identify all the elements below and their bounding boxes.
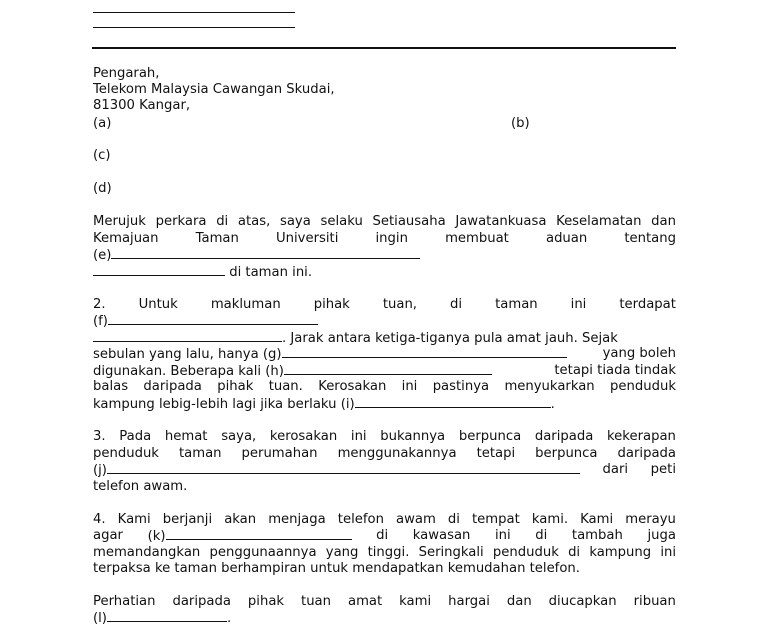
p4-line-3: memandangkan penggunaannya yang tinggi. Seringkali penduduk di kampung ini	[93, 545, 676, 560]
header-divider	[92, 47, 676, 49]
closing-line-1: Perhatian daripada pihak tuan amat kami hargai dan diucapkan ribuan	[93, 594, 676, 609]
blank-h[interactable]	[284, 363, 492, 375]
p3-line-3: (j) dari peti	[93, 462, 676, 478]
p2-line-7: kampung lebig-lebih lagi jika berlaku (i) .	[93, 397, 555, 412]
p3-line-2: penduduk taman perumahan menggunakannya tetapi berpunca daripada	[93, 446, 676, 461]
blank-g[interactable]	[282, 346, 567, 358]
blank-e[interactable]	[111, 247, 420, 259]
p1-line-2: Kemajuan Taman Universiti ingin membuat aduan tentang	[93, 231, 676, 246]
closing-line-2: (l) .	[93, 611, 232, 626]
blank-f-cont[interactable]	[93, 330, 282, 342]
label-b: (b)	[511, 116, 530, 131]
p2-line-6: balas daripada pihak tuan. Kerosakan ini pastinya menyukarkan penduduk	[93, 379, 676, 394]
address-blank-line-1	[93, 12, 295, 13]
p2-line-2: (f)	[93, 313, 676, 330]
label-a: (a)	[93, 116, 112, 131]
p2-line-4: sebulan yang lalu, hanya (g) yang boleh	[93, 346, 676, 362]
address-blank-line-2	[93, 27, 295, 28]
label-c: (c)	[93, 148, 111, 163]
blank-e-cont[interactable]	[93, 264, 225, 276]
p1-line-1: Merujuk perkara di atas, saya selaku Setiausaha Jawatankuasa Keselamatan dan	[93, 214, 676, 229]
p2-line-3: . Jarak antara ketiga-tiganya pula amat jauh. Sejak	[93, 330, 676, 347]
p3-line-4: telefon awam.	[93, 479, 188, 494]
recipient-line-2: Telekom Malaysia Cawangan Skudai,	[93, 82, 335, 97]
p2-line-5: digunakan. Beberapa kali (h) tetapi tiada tindak	[93, 363, 676, 379]
p4-line-1: 4. Kami berjanji akan menjaga telefon awam di tempat kami. Kami merayu	[93, 512, 676, 527]
p2-line-1: 2. Untuk makluman pihak tuan, di taman ini terdapat	[93, 297, 676, 312]
p1-line-3: (e)	[93, 247, 676, 264]
label-d: (d)	[93, 181, 112, 196]
p3-line-1: 3. Pada hemat saya, kerosakan ini bukannya berpunca daripada kekerapan	[93, 429, 676, 444]
blank-j[interactable]	[107, 462, 580, 474]
blank-l[interactable]	[107, 610, 227, 622]
blank-i[interactable]	[355, 396, 551, 408]
blank-f[interactable]	[108, 313, 318, 325]
blank-k[interactable]	[166, 528, 352, 540]
p4-line-2: agar (k) di kawasan ini di tambah juga	[93, 528, 676, 544]
p1-line-4: di taman ini.	[93, 264, 676, 281]
p4-line-4: terpaksa ke taman berhampiran untuk mendapatkan kemudahan telefon.	[93, 561, 580, 576]
recipient-line-3: 81300 Kangar,	[93, 98, 191, 113]
recipient-line-1: Pengarah,	[93, 66, 160, 81]
